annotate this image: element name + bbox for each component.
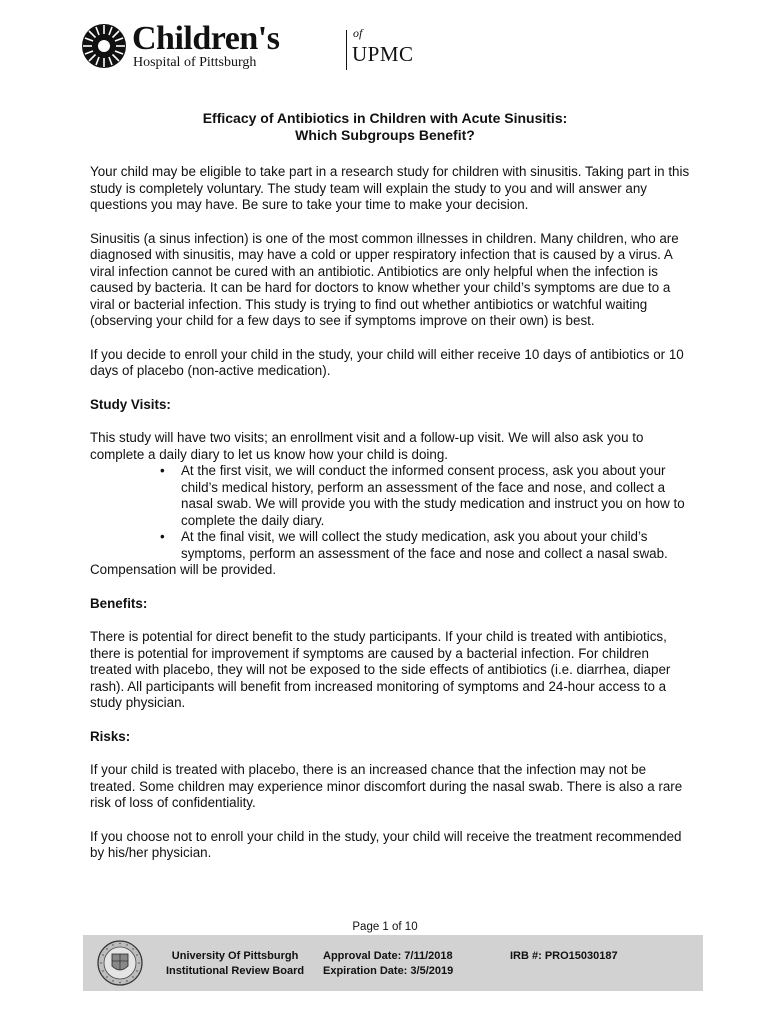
study-visits-list (90, 463, 690, 562)
childrens-hospital-logo (80, 20, 414, 78)
approval-date: Approval Date: 7/11/2018 (323, 950, 453, 962)
logo-divider (346, 30, 347, 70)
benefits-section (90, 596, 690, 712)
board-name: Institutional Review Board (166, 965, 305, 977)
study-visits-section (90, 397, 690, 579)
logo-upmc: UPMC (352, 42, 414, 66)
logo-name: Children's (132, 20, 280, 57)
risks-section (90, 729, 690, 812)
expiration-date: Expiration Date: 3/5/2019 (323, 965, 454, 977)
benefits-text: There is potential for direct benefit to the study participants. If your child is treated with antibiotics, there is potential for improvement if symptoms are caused by a bacterial infection. For children treated with placebo, they will not be exposed to the side effects of antibiotics (i.e. diarrhea, diaper rash). All participants will benefit from increased monitoring of symptoms and 24-hour access to a study physician. (90, 629, 671, 710)
logo-of: of (353, 26, 363, 40)
document-body (90, 164, 690, 879)
irb-footer (83, 935, 703, 991)
study-visits-heading: Study Visits: (90, 396, 171, 412)
irb-number: IRB #: PRO15030187 (510, 950, 618, 962)
bullet-text: At the final visit, we will collect the study medication, ask you about your child’s symptoms, perform an assessment of the face and nose and collect a nasal swab. (181, 529, 668, 561)
title-line-1: Efficacy of Antibiotics in Children with Acute Sinusitis: (202, 110, 568, 126)
bullet-icon: • (160, 463, 165, 478)
enroll-paragraph: If you decide to enroll your child in the study, your child will either receive 10 days of antibiotics or 10 days of placebo (non-active medication). (90, 346, 684, 378)
irb-institution (166, 949, 304, 979)
title-line-2: Which Subgroups Benefit? (295, 127, 475, 143)
document-title (0, 110, 770, 144)
sunburst-logo-icon (80, 22, 128, 70)
bullet-icon: • (160, 529, 165, 544)
page-number: Page 1 of 10 (352, 921, 418, 933)
bullet-text: At the first visit, we will conduct the informed consent process, ask you about your child’s medical history, perform an assessment of the face and nose, and collect a nasal swab. We will provide you with the study medication and instruct you on how to complete the daily diary. (181, 463, 685, 528)
sinusitis-paragraph: Sinusitis (a sinus infection) is one of the most common illnesses in children. Many children, who are diagnosed with sinusitis, may have a cold or upper respiratory infection that is caused by a virus. A viral infection cannot be cured with an antibiotic. Antibiotics are only helpful when the infection is caused by bacteria. It can be hard for doctors to know whether your child’s symptoms are due to a viral or bacterial infection. This study is trying to find out whether antibiotics or watchful waiting (observing your child for a few days to see if symptoms improve on their own) is best. (90, 230, 679, 328)
university-seal-icon (97, 940, 143, 986)
intro-paragraph: Your child may be eligible to take part in a research study for children with sinusitis. Taking part in this study is completely voluntary. The study team will explain the study to you and will answer any questions you may have. Be sure to take your time to make your decision. (90, 164, 690, 212)
study-visits-text: This study will have two visits; an enrollment visit and a follow-up visit. We will also ask you to complete a daily diary to let us know how your child is doing. (90, 430, 644, 462)
risks-heading: Risks: (90, 728, 131, 744)
logo-subtitle: Hospital of Pittsburgh (133, 55, 257, 70)
university-name: University Of Pittsburgh (171, 950, 299, 962)
irb-dates (323, 949, 453, 979)
list-item (90, 529, 690, 562)
compensation-text: Compensation will be provided. (90, 562, 277, 577)
list-item (90, 463, 690, 529)
benefits-heading: Benefits: (90, 595, 148, 611)
closing-paragraph: If you choose not to enroll your child in the study, your child will receive the treatment recommended by his/her physician. (90, 828, 682, 860)
risks-text: If your child is treated with placebo, there is an increased chance that the infection may not be treated. Some children may experience minor discomfort during the nasal swab. There is also a rare risk of loss of confidentiality. (90, 762, 683, 810)
